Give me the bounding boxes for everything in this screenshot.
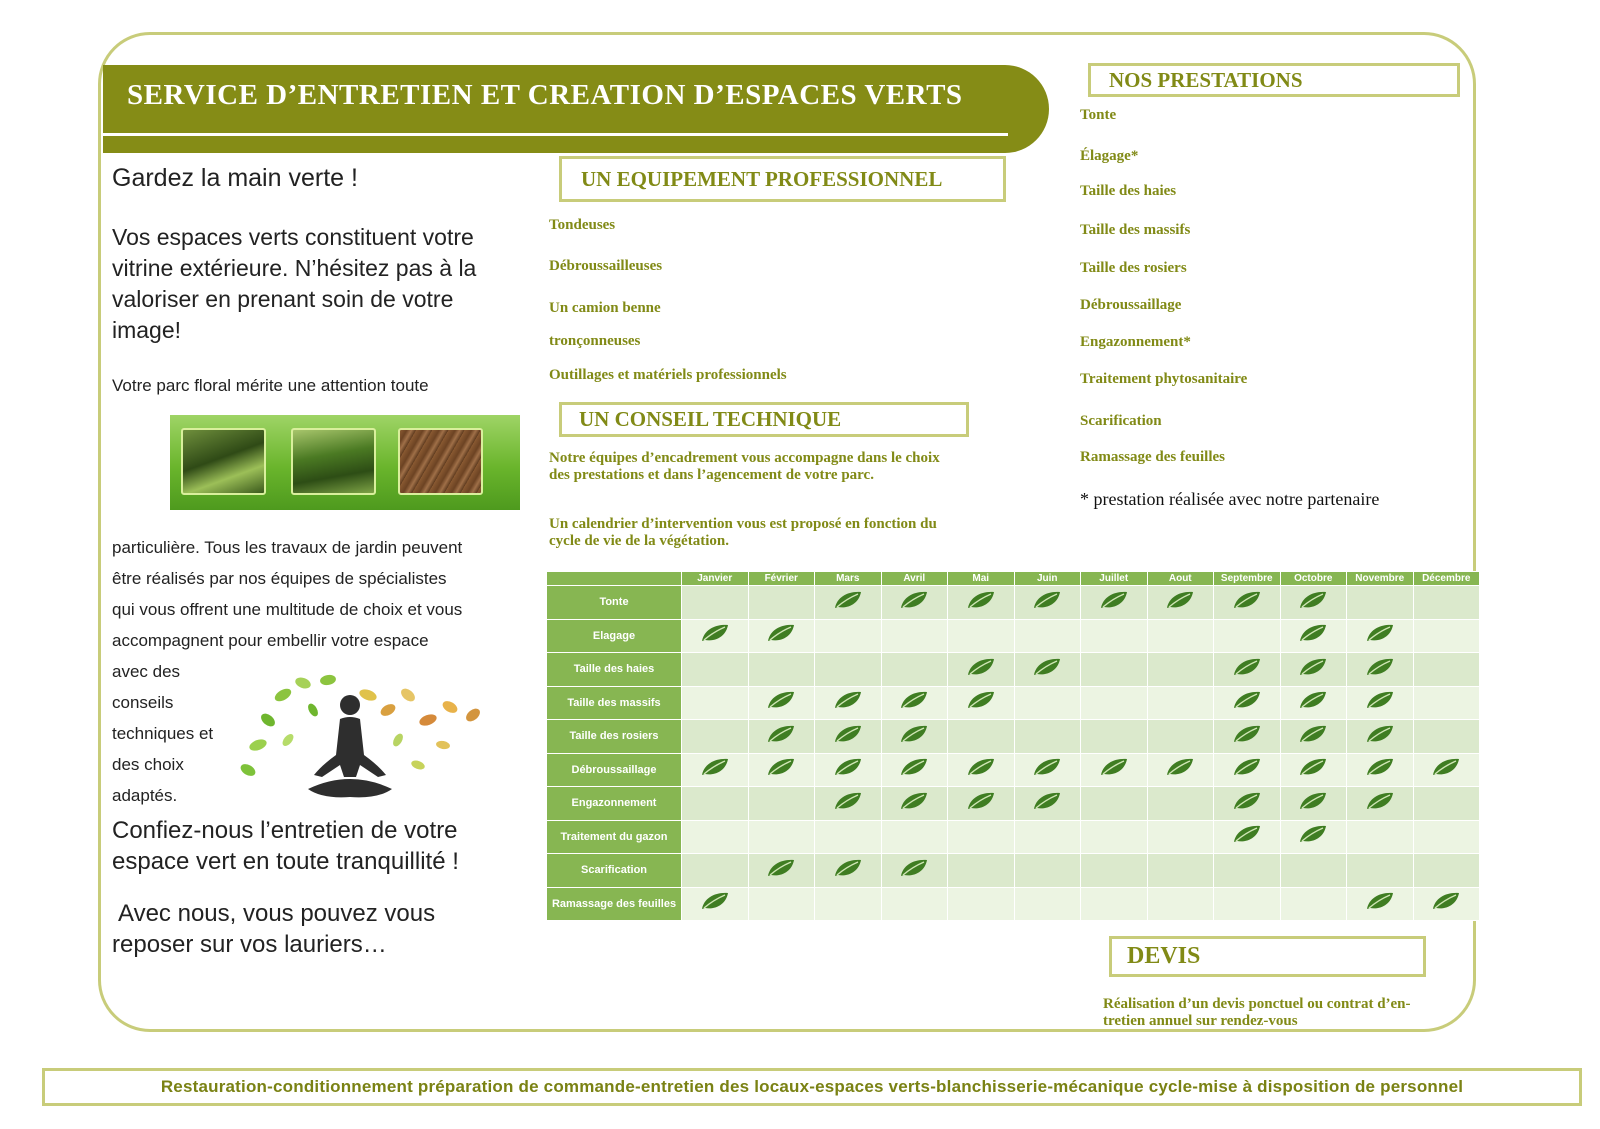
calendar-cell [881, 787, 948, 821]
calendar-cell [682, 619, 749, 653]
calendar-cell [1280, 586, 1347, 620]
calendar-cell [815, 820, 882, 854]
garden-photo-1 [181, 428, 266, 495]
calendar-cell [1347, 854, 1414, 888]
calendar-row [547, 753, 1480, 787]
intro-paragraph-2-start: Votre parc floral mérite une attention toute [112, 376, 429, 395]
calendar-cell [1147, 753, 1214, 787]
calendar-cell [1214, 619, 1281, 653]
calendar-cell [1014, 854, 1081, 888]
calendar-row-label: Taille des massifs [547, 686, 682, 720]
calendar-cell [1347, 887, 1414, 921]
calendar-cell [948, 720, 1015, 754]
calendar-cell [1147, 653, 1214, 687]
calendar-cell [1081, 586, 1148, 620]
calendar-cell [948, 653, 1015, 687]
prestation-item: Taille des rosiers [1080, 260, 1187, 276]
intro-paragraph-1: Vos espaces verts constituent votre vitrine extérieure. N’hésitez pas à la valoriser en prenant soin de votre image! [112, 224, 477, 343]
calendar-row [547, 820, 1480, 854]
calendar-cell [1014, 619, 1081, 653]
calendar-cell [1413, 753, 1480, 787]
calendar-cell [1280, 787, 1347, 821]
leaf-icon [1364, 622, 1396, 644]
calendar-row [547, 787, 1480, 821]
leaf-icon [832, 723, 864, 745]
month-header: Novembre [1347, 572, 1414, 586]
calendar-cell [1014, 720, 1081, 754]
calendar-cell [748, 586, 815, 620]
calendar-cell [815, 887, 882, 921]
calendar-cell [748, 787, 815, 821]
equipment-item: Tondeuses [549, 217, 616, 233]
calendar-cell [1081, 720, 1148, 754]
calendar-cell [1081, 787, 1148, 821]
month-header: Aout [1147, 572, 1214, 586]
calendar-cell [682, 854, 749, 888]
month-header: Avril [881, 572, 948, 586]
calendar-cell [748, 619, 815, 653]
calendar-row [547, 653, 1480, 687]
prestation-item: Élagage* [1080, 148, 1139, 164]
calendar-cell [1014, 787, 1081, 821]
calendar-cell [881, 653, 948, 687]
prestations-title-box [1088, 63, 1460, 97]
leaf-icon [965, 689, 997, 711]
calendar-cell [682, 653, 749, 687]
calendar-row [547, 720, 1480, 754]
calendar-row-label: Ramassage des feuilles [547, 887, 682, 921]
leaf-icon [765, 689, 797, 711]
prestations-title: NOS PRESTATIONS [1109, 68, 1303, 92]
calendar-cell [682, 820, 749, 854]
prestation-item: Engazonnement* [1080, 334, 1191, 350]
calendar-cell [1214, 854, 1281, 888]
calendar-cell [1014, 686, 1081, 720]
calendar-corner [547, 572, 682, 586]
calendar-cell [748, 887, 815, 921]
conseil-title-box [559, 402, 969, 437]
calendar-cell [948, 787, 1015, 821]
equipment-title-box [559, 156, 1006, 202]
leaf-icon [699, 890, 731, 912]
leaf-icon [1231, 589, 1263, 611]
calendar-cell [1214, 720, 1281, 754]
calendar-cell [1214, 653, 1281, 687]
leaf-icon [965, 656, 997, 678]
calendar-cell [1347, 720, 1414, 754]
leaf-icon [832, 756, 864, 778]
calendar-cell [948, 854, 1015, 888]
devis-title: DEVIS [1127, 943, 1201, 969]
calendar-cell [682, 787, 749, 821]
calendar-row [547, 686, 1480, 720]
calendar-cell [1347, 653, 1414, 687]
calendar-cell [881, 820, 948, 854]
calendar-cell [748, 820, 815, 854]
month-header: Décembre [1413, 572, 1480, 586]
leaf-icon [1364, 890, 1396, 912]
calendar-cell [815, 787, 882, 821]
leaf-icon [1364, 689, 1396, 711]
prestation-item: Débroussaillage [1080, 297, 1182, 313]
calendar-cell [1214, 686, 1281, 720]
calendar-cell [682, 686, 749, 720]
equipment-item: Un camion benne [549, 300, 661, 316]
leaf-icon [965, 790, 997, 812]
leaf-icon [1297, 689, 1329, 711]
calendar-cell [1413, 720, 1480, 754]
calendar-cell [881, 619, 948, 653]
calendar-cell [1280, 720, 1347, 754]
calendar-row [547, 619, 1480, 653]
calendar-cell [1214, 787, 1281, 821]
equipment-item: Débroussailleuses [549, 258, 663, 274]
calendar-row-label: Taille des rosiers [547, 720, 682, 754]
prestations-note: * prestation réalisée avec notre partenaire [1080, 489, 1380, 509]
calendar-cell [748, 720, 815, 754]
calendar-cell [881, 586, 948, 620]
leaf-icon [898, 723, 930, 745]
calendar-cell [1014, 753, 1081, 787]
leaf-icon [832, 857, 864, 879]
leaf-icon [1231, 723, 1263, 745]
calendar-cell [815, 720, 882, 754]
calendar-cell [748, 854, 815, 888]
equipment-item: Outillages et matériels professionnels [549, 367, 787, 383]
calendar-cell [1347, 586, 1414, 620]
calendar-cell [1347, 820, 1414, 854]
calendar-cell [1280, 619, 1347, 653]
calendar-cell [948, 820, 1015, 854]
garden-photo-2 [291, 428, 376, 495]
calendar-cell [1014, 653, 1081, 687]
month-header: Juin [1014, 572, 1081, 586]
leaf-icon [1231, 790, 1263, 812]
leaf-icon [898, 857, 930, 879]
month-header: Mars [815, 572, 882, 586]
conseil-title: UN CONSEIL TECHNIQUE [579, 407, 842, 431]
leaf-icon [1231, 689, 1263, 711]
calendar-cell [1147, 787, 1214, 821]
calendar-cell [881, 753, 948, 787]
calendar-cell [881, 854, 948, 888]
footer-services: Restauration-conditionnement préparation de commande-entretien des locaux-espaces verts-blanchisserie-mécanique cycle-mise à disposition de personnel [42, 1068, 1582, 1106]
leaf-icon [765, 756, 797, 778]
calendar-cell [1413, 653, 1480, 687]
leaf-icon [898, 790, 930, 812]
calendar-cell [881, 686, 948, 720]
page-title: SERVICE D’ENTRETIEN ET CREATION D’ESPACES VERTS [127, 79, 963, 111]
calendar-cell [1280, 820, 1347, 854]
leaf-icon [1098, 589, 1130, 611]
leaf-icon [1231, 756, 1263, 778]
leaf-icon [699, 622, 731, 644]
prestation-item: Traitement phytosanitaire [1080, 371, 1248, 387]
prestation-item: Taille des haies [1080, 183, 1177, 199]
calendar-cell [1413, 854, 1480, 888]
calendar-cell [1081, 887, 1148, 921]
leaf-icon [1031, 756, 1063, 778]
leaf-icon [898, 689, 930, 711]
conseil-text-1: Notre équipes d’encadrement vous accompagne dans le choix des prestations et dans l’agencement de votre parc. [549, 450, 940, 483]
calendar-cell [1147, 820, 1214, 854]
calendar-cell [948, 619, 1015, 653]
meditating-person-silhouette [308, 695, 392, 797]
calendar-cell [948, 753, 1015, 787]
calendar-cell [1147, 619, 1214, 653]
prestation-item: Taille des massifs [1080, 222, 1191, 238]
calendar-cell [1413, 787, 1480, 821]
closing-paragraph-1: Confiez-nous l’entretien de votre espace vert en toute tranquillité ! [112, 817, 459, 875]
calendar-cell [682, 720, 749, 754]
leaf-icon [1430, 756, 1462, 778]
calendar-cell [881, 720, 948, 754]
calendar-cell [815, 686, 882, 720]
leaf-icon [1297, 622, 1329, 644]
leaf-icon [1031, 656, 1063, 678]
intro-headline: Gardez la main verte ! [112, 164, 358, 192]
leaf-icon [699, 756, 731, 778]
calendar-cell [1014, 586, 1081, 620]
calendar-cell [815, 619, 882, 653]
leaf-icon [765, 723, 797, 745]
calendar-cell [815, 854, 882, 888]
calendar-cell [1147, 854, 1214, 888]
leaf-icon [1098, 756, 1130, 778]
calendar-cell [1280, 686, 1347, 720]
calendar-cell [1214, 753, 1281, 787]
month-header: Juillet [1081, 572, 1148, 586]
calendar-cell [1347, 686, 1414, 720]
calendar-row-label: Engazonnement [547, 787, 682, 821]
leaf-icon [832, 689, 864, 711]
calendar-header-row [547, 572, 1480, 586]
month-header: Février [748, 572, 815, 586]
leaf-icon [1297, 656, 1329, 678]
calendar-cell [1214, 586, 1281, 620]
calendar-cell [1147, 720, 1214, 754]
leaf-icon [1297, 756, 1329, 778]
leaf-icon [1164, 756, 1196, 778]
leaf-icon [1031, 790, 1063, 812]
calendar-cell [1014, 887, 1081, 921]
leaf-icon [1297, 823, 1329, 845]
leaf-icon [765, 857, 797, 879]
calendar-cell [682, 586, 749, 620]
leaf-icon [965, 589, 997, 611]
calendar-cell [948, 887, 1015, 921]
calendar-cell [1413, 586, 1480, 620]
equipment-item: tronçonneuses [549, 333, 641, 349]
leaf-icon [1297, 589, 1329, 611]
prestation-item: Ramassage des feuilles [1080, 449, 1225, 465]
calendar-cell [1081, 686, 1148, 720]
leaf-icon [832, 589, 864, 611]
leaf-icon [1364, 723, 1396, 745]
calendar-row-label: Scarification [547, 854, 682, 888]
calendar-cell [815, 586, 882, 620]
calendar-cell [682, 753, 749, 787]
calendar-cell [948, 686, 1015, 720]
calendar-cell [1280, 753, 1347, 787]
calendar-cell [1413, 887, 1480, 921]
calendar-cell [1214, 887, 1281, 921]
leaf-icon [898, 589, 930, 611]
month-header: Octobre [1280, 572, 1347, 586]
garden-photo-3 [398, 428, 483, 495]
prestation-item: Scarification [1080, 413, 1162, 429]
calendar-row-label: Débroussaillage [547, 753, 682, 787]
calendar-cell [748, 653, 815, 687]
calendar-cell [1214, 820, 1281, 854]
leaf-icon [1164, 589, 1196, 611]
leaf-icon [1430, 890, 1462, 912]
conseil-text-2: Un calendrier d’intervention vous est proposé en fonction du cycle de vie de la végétation. [549, 516, 937, 549]
leaf-icon [965, 756, 997, 778]
leaf-icon [1364, 756, 1396, 778]
month-header: Janvier [682, 572, 749, 586]
calendar-row-label: Taille des haies [547, 653, 682, 687]
calendar-cell [1347, 619, 1414, 653]
calendar-cell [1280, 854, 1347, 888]
devis-title-box [1109, 936, 1426, 977]
calendar-cell [1347, 787, 1414, 821]
leaf-icon [1364, 790, 1396, 812]
equipment-title: UN EQUIPEMENT PROFESSIONNEL [581, 167, 943, 191]
calendar-cell [1147, 887, 1214, 921]
devis-text: Réalisation d’un devis ponctuel ou contrat d’en- tretien annuel sur rendez-vous [1103, 996, 1411, 1029]
calendar-cell [1413, 619, 1480, 653]
calendar-cell [682, 887, 749, 921]
calendar-cell [1014, 820, 1081, 854]
month-header: Septembre [1214, 572, 1281, 586]
calendar-cell [1147, 586, 1214, 620]
leaf-icon [1231, 823, 1263, 845]
calendar-row-label: Elagage [547, 619, 682, 653]
leaf-icon [832, 790, 864, 812]
calendar-row-label: Tonte [547, 586, 682, 620]
calendar-row [547, 854, 1480, 888]
header-underline [103, 133, 1008, 136]
calendar-cell [1147, 686, 1214, 720]
intro-paragraph-2: particulière. Tous les travaux de jardin peuvent être réalisés par nos équipes de spécialistes qui vous offrent une multitude de choix et vous accompagnent pour embellir votre espace avec des conseils techniques et des choix adaptés. [112, 538, 463, 805]
calendar-cell [1081, 820, 1148, 854]
leaf-icon [1297, 723, 1329, 745]
leaf-icon [1231, 656, 1263, 678]
calendar-cell [948, 586, 1015, 620]
intervention-calendar [546, 571, 1480, 921]
calendar-row-label: Traitement du gazon [547, 820, 682, 854]
calendar-cell [881, 887, 948, 921]
calendar-cell [1280, 653, 1347, 687]
month-header: Mai [948, 572, 1015, 586]
calendar-cell [1081, 854, 1148, 888]
calendar-cell [748, 753, 815, 787]
calendar-row [547, 586, 1480, 620]
calendar-row [547, 887, 1480, 921]
closing-paragraph-2: Avec nous, vous pouvez vous reposer sur vos lauriers… [112, 900, 436, 958]
prestation-item: Tonte [1080, 107, 1117, 123]
calendar-cell [815, 753, 882, 787]
meditation-leaves-illustration [228, 665, 496, 815]
leaf-icon [765, 622, 797, 644]
calendar-cell [1081, 619, 1148, 653]
calendar-cell [1081, 653, 1148, 687]
leaf-icon [898, 756, 930, 778]
leaf-icon [1364, 656, 1396, 678]
calendar-cell [1413, 820, 1480, 854]
leaf-icon [1031, 589, 1063, 611]
calendar-cell [815, 653, 882, 687]
calendar-cell [1280, 887, 1347, 921]
calendar-cell [1081, 753, 1148, 787]
calendar-cell [748, 686, 815, 720]
calendar-cell [1347, 753, 1414, 787]
calendar-cell [1413, 686, 1480, 720]
leaf-icon [1297, 790, 1329, 812]
